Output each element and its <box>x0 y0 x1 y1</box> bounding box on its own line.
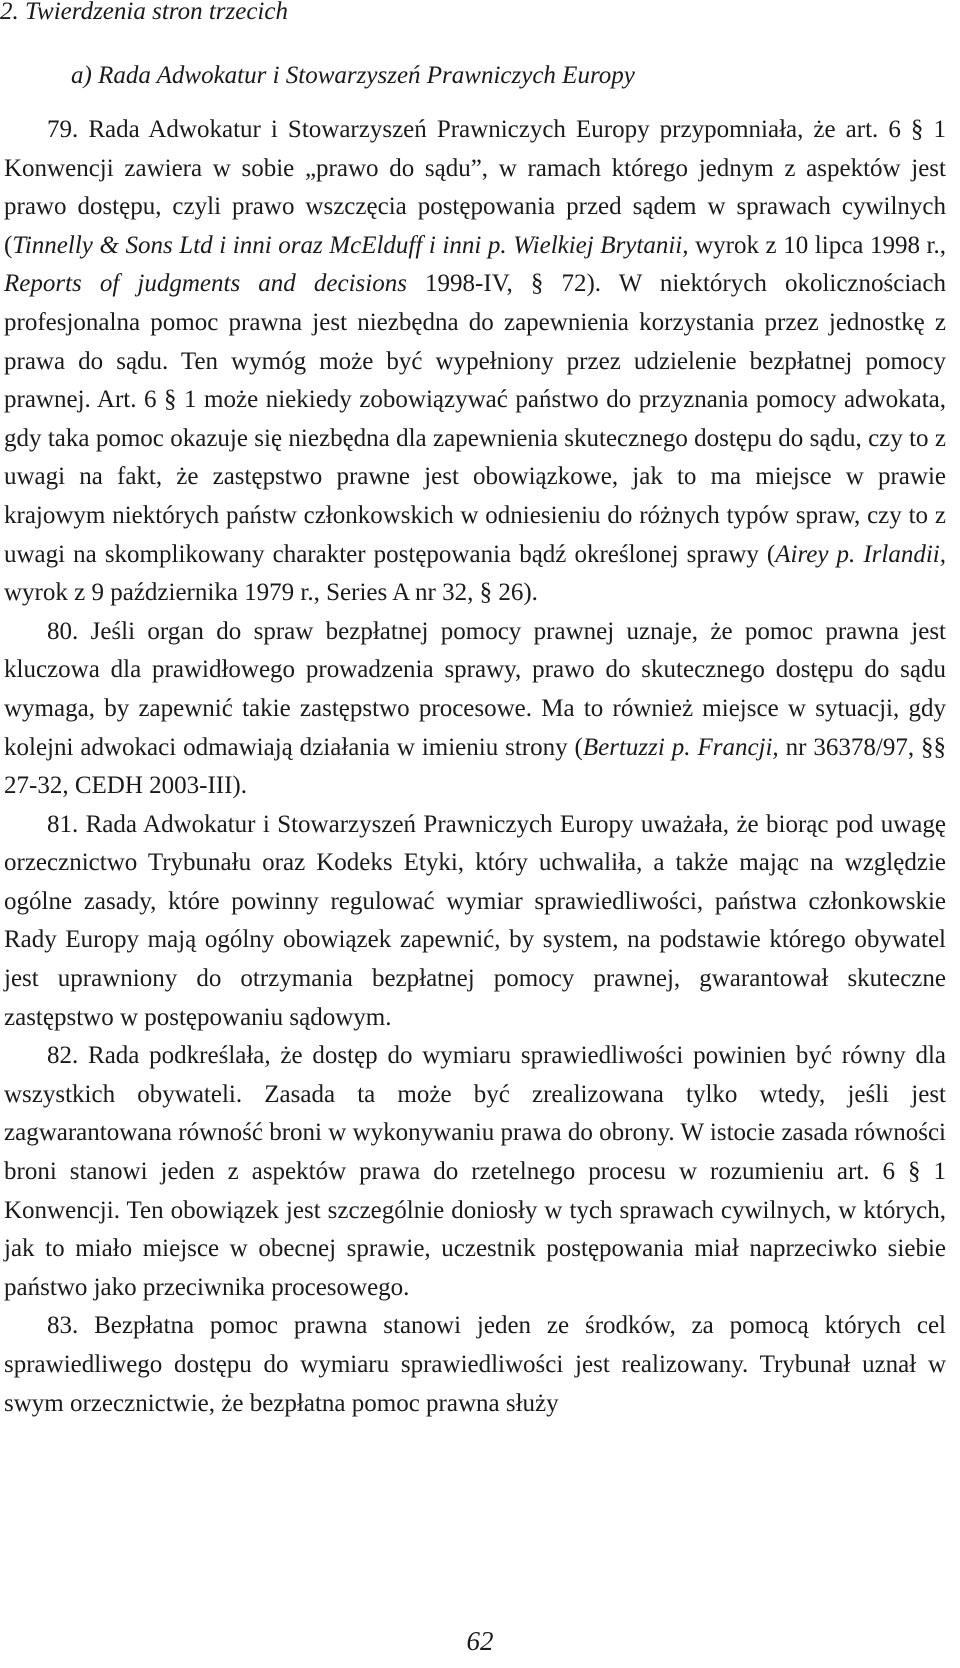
paragraph-80: 80. Jeśli organ do spraw bezpłatnej pomocy prawnej uznaje, że pomoc prawna jest kluczowa dla prawidłowego prowadzenia sprawy, prawo do skutecznego dostępu do sądu wymaga, by zapewnić takie zastępstwo procesowe. Ma to również miejsce w sytuacji, gdy kolejni adwokaci odmawiają działania w imieniu strony (Bertuzzi p. Francji, nr 36378/97, §§ 27-32, CEDH 2003-III). <box>4 617 946 800</box>
paragraph-82: 82. Rada podkreślała, że dostęp do wymiaru sprawiedliwości powinien być równy dla wszystkich obywateli. Zasada ta może być zrealizowana tylko wtedy, jeśli jest zagwarantowana równość broni w wykonywaniu prawa do obrony. W istocie zasada równości broni stanowi jeden z aspektów prawa do rzetelnego procesu w rozumieniu art. 6 § 1 Konwencji. Ten obowiązek jest szczególnie doniosły w tych sprawach cywilnych, w których, jak to miało miejsce w obecnej sprawie, uczestnik postępowania miał naprzeciwko siebie państwo jako przeciwnika procesowego. <box>4 1042 946 1301</box>
paragraph-79: 79. Rada Adwokatur i Stowarzyszeń Prawniczych Europy przypomniała, że art. 6 § 1 Konwencji zawiera w sobie „prawo do sądu”, w ramach którego jednym z aspektów jest prawo dostępu, czyli prawo wszczęcia postępowania przed sądem w sprawach cywilnych (Tinnelly & Sons Ltd i inni oraz McElduff i inni p. Wielkiej Brytanii, wyrok z 10 lipca 1998 r., Reports of judgments and decisions 1998-IV, § 72). W niektórych okolicznościach profesjonalna pomoc prawna jest niezbędna do zapewnienia korzystania przez jednostkę z prawa do sądu. Ten wymóg może być wypełniony przez udzielenie bezpłatnej pomocy prawnej. Art. 6 § 1 może niekiedy zobowiązywać państwo do przyznania pomocy adwokata, gdy taka pomoc okazuje się niezbędna dla zapewnienia skutecznego dostępu do sądu, czy to z uwagi na fakt, że zastępstwo prawne jest obowiązkowe, jak to ma miejsce w prawie krajowym niektórych państw członkowskich w odniesieniu do różnych typów spraw, czy to z uwagi na skomplikowany charakter postępowania bądź określonej sprawy (Airey p. Irlandii, wyrok z 9 października 1979 r., Series A nr 32, § 26). <box>4 116 947 607</box>
body-text <box>4 111 946 1423</box>
subsection-heading: a) Rada Adwokatur i Stowarzyszeń Prawniczych Europy <box>71 62 635 89</box>
paragraph-83: 83. Bezpłatna pomoc prawna stanowi jeden ze środków, za pomocą których cel sprawiedliwego dostępu do wymiaru sprawiedliwości jest realizowany. Trybunał uznał w swym orzecznictwie, że bezpłatna pomoc prawna służy <box>4 1312 946 1417</box>
page-number: 62 <box>466 1626 494 1656</box>
paragraph-81: 81. Rada Adwokatur i Stowarzyszeń Prawniczych Europy uważała, że biorąc pod uwagę orzecznictwo Trybunału oraz Kodeks Etyki, który uchwaliła, a także mając na względzie ogólne zasady, które powinny regulować wymiar sprawiedliwości, państwa członkowskie Rady Europy mają ogólny obowiązek zapewnić, by system, na podstawie którego obywatel jest uprawniony do otrzymania bezpłatnej pomocy prawnej, gwarantował skuteczne zastępstwo w postępowaniu sądowym. <box>4 810 946 1031</box>
section-heading: 2. Twierdzenia stron trzecich <box>0 0 288 25</box>
